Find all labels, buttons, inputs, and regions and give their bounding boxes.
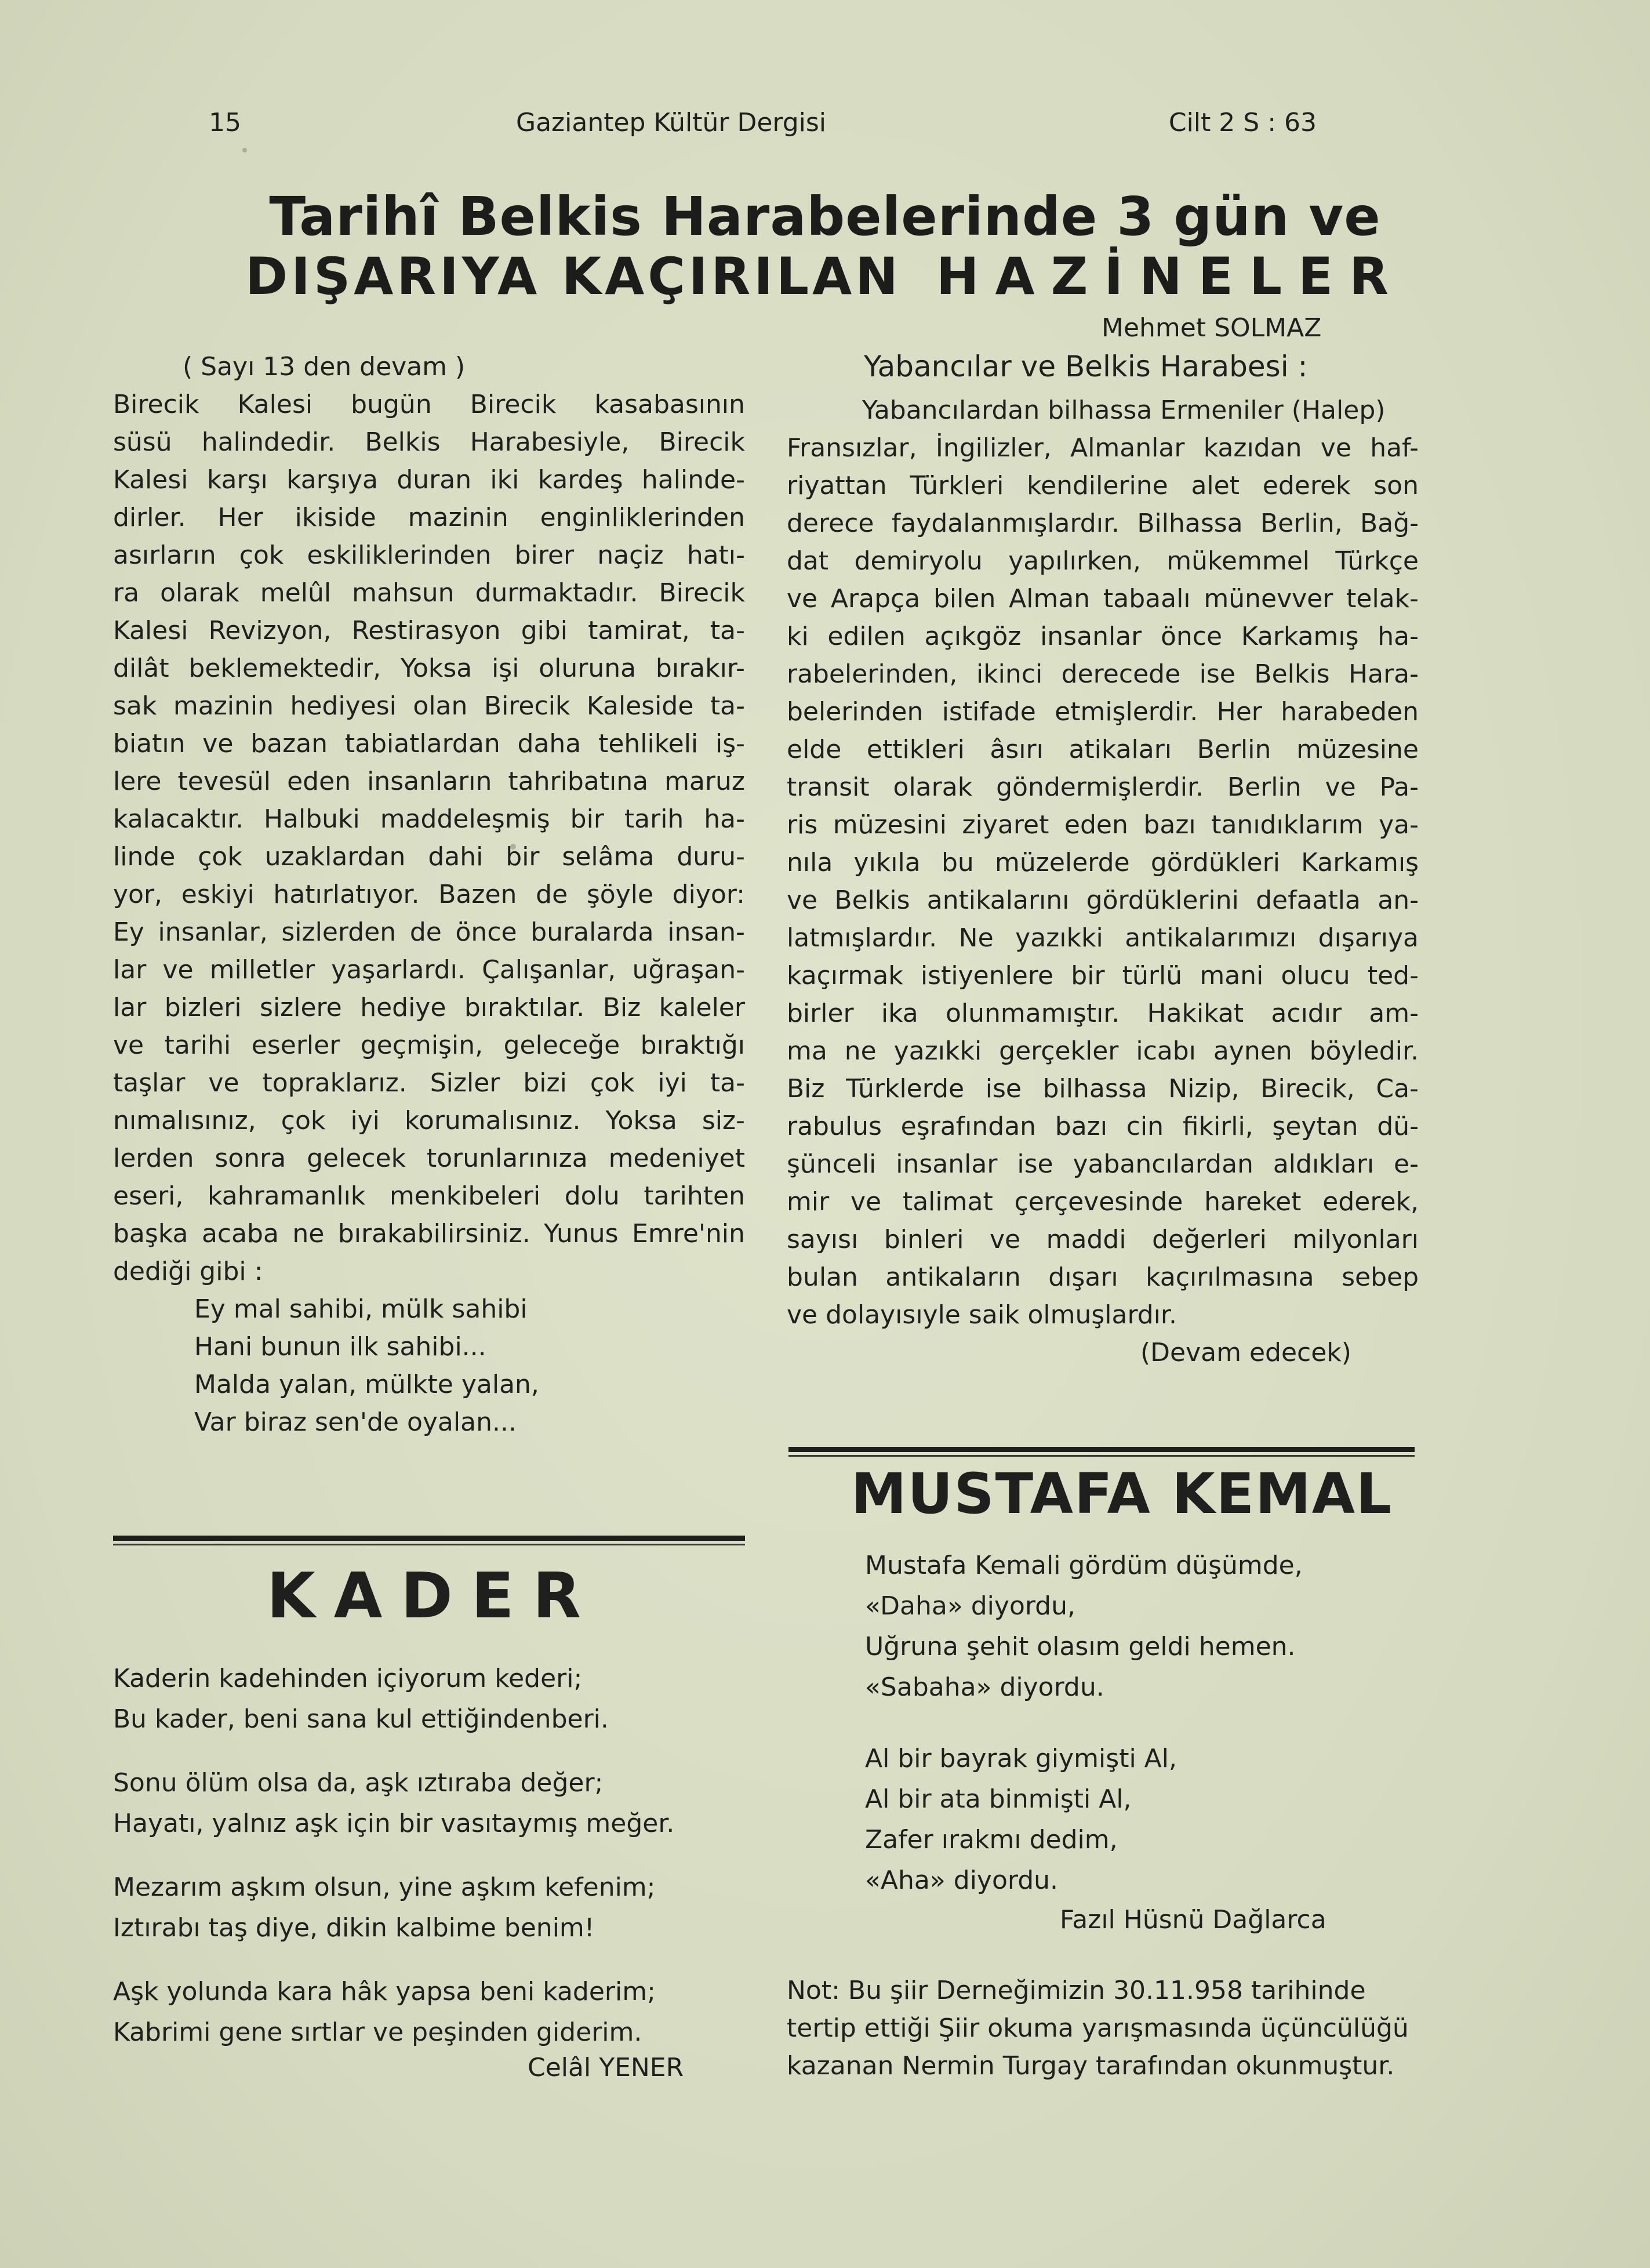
text-line: linde çok uzaklardan dahi bir selâma duru- [113, 842, 745, 872]
article-title-line2 [0, 246, 1650, 306]
article-title-part-b: HAZİNELER [936, 246, 1405, 306]
volume-info: Cilt 2 S : 63 [1168, 108, 1317, 137]
text-line: ma ne yazıkki gerçekler icabı aynen böyledir. [787, 1036, 1419, 1066]
kader-stanza [113, 1659, 745, 1740]
kader-author: Celâl YENER [528, 2053, 684, 2082]
kader-divider [113, 1536, 745, 1541]
continued-note: ( Sayı 13 den devam ) [183, 352, 466, 382]
print-speck [510, 844, 516, 850]
right-paragraph [787, 429, 1419, 1296]
text-line: latmışlardır. Ne yazıkki antikalarımızı dışarıya [787, 923, 1419, 953]
mk-stanza-2 [865, 1739, 1387, 1901]
text-line: bulan antikaların dışarı kaçırılmasına sebep [787, 1262, 1419, 1292]
mk-divider-thin [788, 1455, 1415, 1457]
page-number: 15 [209, 108, 241, 137]
text-line: Kalesi Revizyon, Restirasyon gibi tamirat, ta- [113, 616, 745, 645]
poem-line: Aşk yolunda kara hâk yapsa beni kaderim; [113, 1977, 656, 2006]
mk-note [787, 1972, 1419, 2085]
article-left-column [113, 348, 745, 1441]
poem-line: Al bir ata binmişti Al, [865, 1784, 1132, 1814]
text-line: lere tevesül eden insanların tahribatına maruz [113, 767, 745, 796]
text-line: nımalısınız, çok iyi korumalısınız. Yoksa siz- [113, 1106, 745, 1135]
text-line: dilât beklemektedir, Yoksa işi oluruna bırakır- [113, 654, 745, 683]
text-line: birler ika olunmamıştır. Hakikat acıdır am- [787, 999, 1419, 1028]
text-line: kalacaktır. Halbuki maddeleşmiş bir tarih ha- [113, 804, 745, 834]
verse-block [113, 1290, 745, 1441]
text-line: rabelerinden, ikinci derecede ise Belkis Hara- [787, 659, 1419, 689]
right-first-line: Yabancılardan bilhassa Ermeniler (Halep) [862, 395, 1386, 425]
left-last-line: dediği gibi : [113, 1257, 263, 1286]
note-line: tertip ettiği Şiir okuma yarışmasında üçüncülüğü [787, 2013, 1409, 2043]
text-line: ve Belkis antikalarını gördüklerini defaatla an- [787, 886, 1419, 915]
poem-line: Mezarım aşkım olsun, yine aşkım kefenim; [113, 1873, 656, 1902]
poem-line: Iztırabı taş diye, dikin kalbime benim! [113, 1913, 595, 1943]
text-line: süsü halindedir. Belkis Harabesiyle, Birecik [113, 427, 745, 457]
text-line: biatın ve bazan tabiatlardan daha tehlikeli iş- [113, 729, 745, 759]
page-header [209, 108, 1317, 148]
poem-line: «Daha» diyordu, [865, 1591, 1075, 1621]
continues-note: (Devam edecek) [1140, 1338, 1351, 1367]
text-line: Ey insanlar, sizlerden de önce buralarda insan- [113, 917, 745, 947]
text-line: rabulus eşrafından bazı cin fikirli, şeytan dü- [787, 1112, 1419, 1141]
text-line: dat demiryolu yapılırken, mükemmel Türkçe [787, 546, 1419, 576]
poem-line: Bu kader, beni sana kul ettiğindenberi. [113, 1704, 609, 1734]
text-line: asırların çok eskiliklerinden birer naçiz hatı- [113, 540, 745, 570]
text-line: sayısı binleri ve maddi değerleri milyonları [787, 1225, 1419, 1254]
kader-stanza [113, 1867, 745, 1948]
poem-line: Kabrimi gene sırtlar ve peşinden giderim. [113, 2017, 642, 2047]
text-line: sak mazinin hediyesi olan Birecik Kaleside ta- [113, 691, 745, 721]
poem-line: Mustafa Kemali gördüm düşümde, [865, 1551, 1303, 1580]
print-speck [242, 148, 247, 153]
text-line: belerinden istifade etmişlerdir. Her harabeden [787, 697, 1419, 727]
text-line: ve Arapça bilen Alman tabaalı münevver telak- [787, 584, 1419, 614]
text-line: ki edilen açıkgöz insanlar önce Karkamış ha- [787, 622, 1419, 651]
text-line: Kalesi karşı karşıya duran iki kardeş halinde- [113, 465, 745, 495]
verse-line: Hani bunun ilk sahibi... [194, 1332, 486, 1362]
text-line: ris müzesini ziyaret eden bazı tanıdıklarım ya- [787, 810, 1419, 840]
text-line: Fransızlar, İngilizler, Almanlar kazıdan ve haf- [787, 433, 1419, 463]
note-line: Not: Bu şiir Derneğimizin 30.11.958 tarihinde [787, 1976, 1366, 2005]
mk-divider [788, 1447, 1415, 1452]
text-line: transit olarak göndermişlerdir. Berlin ve Pa- [787, 772, 1419, 802]
mustafa-kemal-title: MUSTAFA KEMAL [851, 1461, 1393, 1526]
text-line: derece faydalanmışlardır. Bilhassa Berlin, Bağ- [787, 509, 1419, 538]
text-line: yor, eskiyi hatırlatıyor. Bazen de şöyle diyor: [113, 880, 745, 909]
text-line: eseri, kahramanlık menkibeleri dolu tarihten [113, 1181, 745, 1211]
text-line: lar bizleri sizlere hediye bıraktılar. Biz kaleler [113, 993, 745, 1022]
kader-poem [113, 1659, 745, 2076]
text-line: başka acaba ne bırakabilirsiniz. Yunus Emre'nin [113, 1219, 745, 1249]
verse-line: Var biraz sen'de oyalan... [194, 1407, 517, 1437]
poem-line: «Aha» diyordu. [865, 1866, 1059, 1895]
text-line: şünceli insanlar ise yabancılardan aldıkları e- [787, 1149, 1419, 1179]
mk-author: Fazıl Hüsnü Dağlarca [1060, 1905, 1326, 1935]
poem-line: Uğruna şehit olasım geldi hemen. [865, 1632, 1296, 1661]
text-line: nıla yıkıla bu müzelerde gördükleri Karkamış [787, 848, 1419, 877]
text-line: ve tarihi eserler geçmişin, geleceğe bıraktığı [113, 1030, 745, 1060]
poem-line: Hayatı, yalnız aşk için bir vasıtaymış meğer. [113, 1809, 675, 1838]
right-subtitle: Yabancılar ve Belkis Harabesi : [864, 350, 1308, 383]
text-line: Birecik Kalesi bugün Birecik kasabasının [113, 390, 745, 419]
text-line: lar ve milletler yaşarlardı. Çalışanlar, uğraşan- [113, 955, 745, 985]
poem-line: Al bir bayrak giymişti Al, [865, 1744, 1177, 1773]
article-title-part-a: DIŞARIYA KAÇIRILAN [245, 246, 902, 306]
text-line: mir ve talimat çerçevesinde hareket ederek, [787, 1187, 1419, 1217]
kader-stanza [113, 1763, 745, 1844]
poem-line: Kaderin kadehinden içiyorum kederi; [113, 1664, 583, 1693]
kader-divider-thin [113, 1544, 745, 1545]
right-last-line: ve dolayısıyle saik olmuşlardır. [787, 1300, 1177, 1330]
text-line: dirler. Her ikiside mazinin enginliklerinden [113, 503, 745, 532]
poem-line: Sonu ölüm olsa da, aşk ıztıraba değer; [113, 1768, 604, 1798]
kader-title: KADER [267, 1560, 599, 1632]
note-line: kazanan Nermin Turgay tarafından okunmuştur. [787, 2051, 1395, 2081]
poem-line: «Sabaha» diyordu. [865, 1672, 1104, 1702]
text-line: elde ettikleri âsırı atikaları Berlin müzesine [787, 735, 1419, 764]
text-line: Biz Türklerde ise bilhassa Nizip, Birecik, Ca- [787, 1074, 1419, 1104]
text-line: kaçırmak istiyenlere bir türlü mani olucu ted- [787, 961, 1419, 990]
verse-line: Malda yalan, mülkte yalan, [194, 1370, 539, 1399]
article-title-line1: Tarihî Belkis Harabelerinde 3 gün ve [269, 186, 1381, 248]
text-line: lerden sonra gelecek torunlarınıza medeniyet [113, 1144, 745, 1173]
text-line: taşlar ve topraklarız. Sizler bizi çok iyi ta- [113, 1068, 745, 1098]
article-right-column [787, 391, 1419, 1371]
left-paragraph [113, 386, 745, 1253]
mk-stanza-1 [865, 1545, 1387, 1708]
text-line: riyattan Türkleri kendilerine alet ederek son [787, 471, 1419, 500]
text-line: ra olarak melûl mahsun durmaktadır. Birecik [113, 578, 745, 608]
poem-line: Zafer ırakmı dedim, [865, 1825, 1118, 1855]
kader-stanza [113, 1972, 745, 2053]
verse-line: Ey mal sahibi, mülk sahibi [194, 1294, 528, 1324]
journal-name: Gaziantep Kültür Dergisi [516, 108, 827, 137]
article-author: Mehmet SOLMAZ [1102, 313, 1322, 343]
